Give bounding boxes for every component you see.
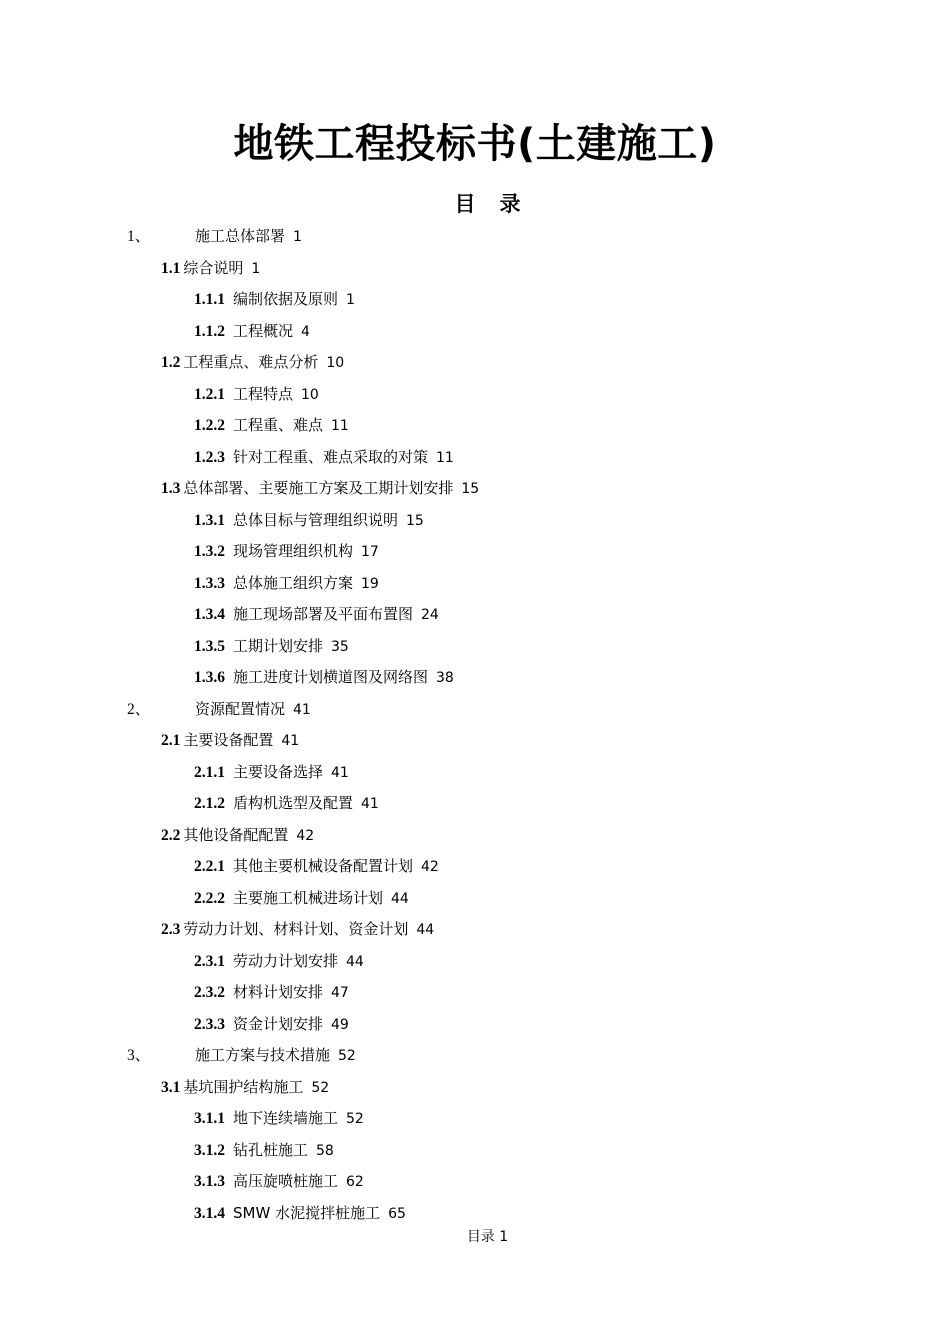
toc-entry-page: 11	[331, 418, 349, 434]
toc-entry-number: 1.1.1	[194, 291, 225, 308]
toc-entry-title: 盾构机选型及配置	[233, 794, 354, 812]
toc-entry-page: 47	[331, 985, 349, 1001]
toc-entry[interactable]	[194, 537, 379, 565]
toc-entry-page: 52	[338, 1048, 356, 1064]
toc-entry-number: 2.2.1	[194, 858, 225, 875]
toc-entry-number: 3.1.4	[194, 1204, 225, 1222]
toc-entry-number: 2.2	[161, 826, 181, 844]
toc-entry[interactable]	[161, 254, 260, 282]
toc-entry-title: 施工现场部署及平面布置图	[233, 605, 414, 623]
toc-entry-title: 钻孔桩施工	[233, 1140, 309, 1159]
toc-entry-title: 资金计划安排	[233, 1014, 324, 1033]
toc-entry-number: 1.3	[161, 480, 181, 497]
toc-entry-page: 41	[331, 764, 349, 781]
toc-entry-number: 1.1	[161, 259, 181, 277]
toc-entry[interactable]	[194, 411, 349, 439]
toc-entry-title: 工程概况	[233, 321, 294, 340]
toc-entry[interactable]	[194, 758, 349, 786]
toc-entry-page: 35	[331, 638, 349, 655]
toc-entry-title: 劳动力计划安排	[233, 951, 339, 970]
toc-entry-number: 1.1.2	[194, 322, 225, 340]
toc-entry-title: 主要设备选择	[233, 762, 324, 781]
toc-entry-number: 1.2	[161, 354, 181, 371]
toc-entry-title: 总体施工组织方案	[233, 573, 354, 592]
toc-entry[interactable]	[194, 380, 319, 408]
toc-entry-page: 65	[388, 1205, 406, 1222]
toc-entry-page: 4	[301, 323, 310, 340]
toc-entry-number: 3.1.3	[194, 1173, 225, 1190]
toc-entry-title: 资源配置情况	[195, 699, 286, 718]
toc-entry[interactable]	[127, 695, 311, 723]
toc-entry[interactable]	[194, 443, 454, 471]
toc-entry-title: 地下连续墙施工	[233, 1109, 339, 1127]
toc-entry-page: 17	[361, 544, 379, 560]
toc-entry-title: 主要施工机械进场计划	[233, 888, 384, 907]
toc-entry-number: 1.3.3	[194, 574, 225, 592]
toc-entry-title: 施工进度计划横道图及网络图	[233, 668, 429, 686]
toc-entry-title: 综合说明	[183, 258, 244, 277]
toc-entry[interactable]	[194, 884, 409, 912]
toc-entry-page: 58	[316, 1142, 334, 1159]
toc-entry-page: 52	[311, 1079, 330, 1096]
toc-entry-title: 总体部署、主要施工方案及工期计划安排	[183, 479, 454, 497]
toc-entry-title: 主要设备配置	[183, 731, 274, 749]
toc-entry-title: 其他设备配配置	[183, 825, 289, 844]
toc-entry-number: 1、	[127, 228, 151, 245]
toc-entry-page: 44	[416, 922, 435, 938]
toc-entry-page: 44	[346, 953, 364, 970]
toc-entry[interactable]	[161, 915, 434, 943]
toc-entry-title: 编制依据及原则	[233, 290, 339, 308]
toc-entry-page: 49	[331, 1016, 349, 1033]
toc-entry[interactable]	[194, 663, 454, 691]
toc-entry[interactable]	[194, 947, 364, 975]
toc-entry[interactable]	[194, 285, 355, 313]
toc-entry-number: 3、	[127, 1047, 151, 1064]
toc-entry-number: 1.3.6	[194, 669, 225, 686]
toc-entry-title: 施工方案与技术措施	[195, 1046, 331, 1064]
toc-entry-number: 1.3.4	[194, 606, 225, 623]
toc-entry-title: 基坑围护结构施工	[183, 1077, 304, 1096]
toc-entry-title: 材料计划安排	[233, 983, 324, 1001]
toc-entry[interactable]	[194, 569, 379, 597]
toc-entry-page: 1	[251, 260, 261, 277]
toc-entry[interactable]	[194, 600, 439, 628]
toc-entry-page: 38	[436, 670, 454, 686]
toc-entry-page: 11	[436, 449, 454, 466]
toc-entry-page: 41	[281, 733, 300, 749]
toc-entry-number: 2.3.1	[194, 952, 225, 970]
toc-entry-page: 42	[296, 827, 315, 844]
toc-entry[interactable]	[194, 1136, 334, 1164]
toc-entry-page: 41	[361, 796, 379, 812]
toc-entry[interactable]	[194, 1010, 349, 1038]
toc-entry-title: 现场管理组织机构	[233, 542, 354, 560]
toc-entry-number: 1.2.1	[194, 385, 225, 403]
toc-entry-page: 52	[346, 1111, 364, 1127]
toc-entry-page: 1	[293, 229, 302, 245]
toc-heading-char-1: 目	[454, 192, 476, 216]
toc-entry[interactable]	[127, 222, 302, 250]
toc-entry-page: 62	[346, 1174, 364, 1190]
toc-entry-number: 1.3.1	[194, 511, 225, 529]
toc-entry-page: 1	[346, 292, 355, 308]
toc-heading-char-2: 录	[499, 192, 521, 216]
toc-entry-page: 10	[301, 386, 319, 403]
document-title: 地铁工程投标书(土建施工)	[233, 121, 717, 167]
toc-entry-number: 2、	[127, 700, 151, 718]
toc-entry-page: 19	[361, 575, 379, 592]
toc-entry-number: 1.2.3	[194, 448, 225, 466]
toc-entry-number: 1.3.5	[194, 637, 225, 655]
toc-entry-number: 3.1.2	[194, 1141, 225, 1159]
toc-entry[interactable]	[194, 506, 424, 534]
toc-entry-page: 41	[293, 701, 311, 718]
toc-entry-title: 工期计划安排	[233, 636, 324, 655]
toc-entry[interactable]	[194, 632, 349, 660]
toc-heading	[0, 188, 950, 218]
toc-entry-page: 44	[391, 890, 409, 907]
toc-entry-number: 2.1.2	[194, 795, 225, 812]
toc-entry-number: 3.1.1	[194, 1110, 225, 1127]
toc-entry[interactable]	[194, 1199, 406, 1227]
toc-entry-page: 24	[421, 607, 439, 623]
toc-entry[interactable]	[161, 726, 299, 754]
toc-entry-title: 其他主要机械设备配置计划	[233, 857, 414, 875]
toc-entry-title: 工程重、难点	[233, 416, 324, 434]
toc-entry-title: 高压旋喷桩施工	[233, 1172, 339, 1190]
toc-entry-page: 15	[461, 481, 480, 497]
toc-entry[interactable]	[161, 474, 479, 502]
toc-entry[interactable]	[161, 1073, 329, 1101]
toc-entry-page: 42	[421, 859, 439, 875]
toc-entry-title: 劳动力计划、材料计划、资金计划	[183, 920, 409, 938]
toc-entry-title: SMW 水泥搅拌桩施工	[233, 1203, 381, 1222]
toc-entry-title: 工程特点	[233, 384, 294, 403]
toc-entry[interactable]	[161, 821, 314, 849]
toc-entry[interactable]	[194, 978, 349, 1006]
toc-entry-title: 针对工程重、难点采取的对策	[233, 447, 429, 466]
toc-entry[interactable]	[127, 1041, 356, 1069]
toc-entry[interactable]	[194, 1104, 364, 1132]
toc-entry-page: 10	[326, 355, 345, 371]
toc-entry-number: 2.3.3	[194, 1015, 225, 1033]
toc-entry-title: 总体目标与管理组织说明	[233, 510, 399, 529]
toc-entry-page: 15	[406, 512, 424, 529]
toc-entry-number: 2.1.1	[194, 763, 225, 781]
toc-entry-number: 2.1	[161, 732, 181, 749]
toc-entry[interactable]	[161, 348, 344, 376]
toc-entry-number: 1.2.2	[194, 417, 225, 434]
toc-entry[interactable]	[194, 317, 310, 345]
toc-entry-number: 2.3	[161, 921, 181, 938]
toc-entry-number: 1.3.2	[194, 543, 225, 560]
toc-entry-number: 2.3.2	[194, 984, 225, 1001]
toc-entry-title: 工程重点、难点分析	[183, 353, 319, 371]
toc-entry[interactable]	[194, 852, 439, 880]
toc-entry-number: 2.2.2	[194, 889, 225, 907]
toc-entry[interactable]	[194, 1167, 364, 1195]
toc-entry-title: 施工总体部署	[195, 227, 286, 245]
toc-entry[interactable]	[194, 789, 379, 817]
toc-entry-number: 3.1	[161, 1078, 181, 1096]
page-footer: 目录 1	[466, 1229, 509, 1245]
